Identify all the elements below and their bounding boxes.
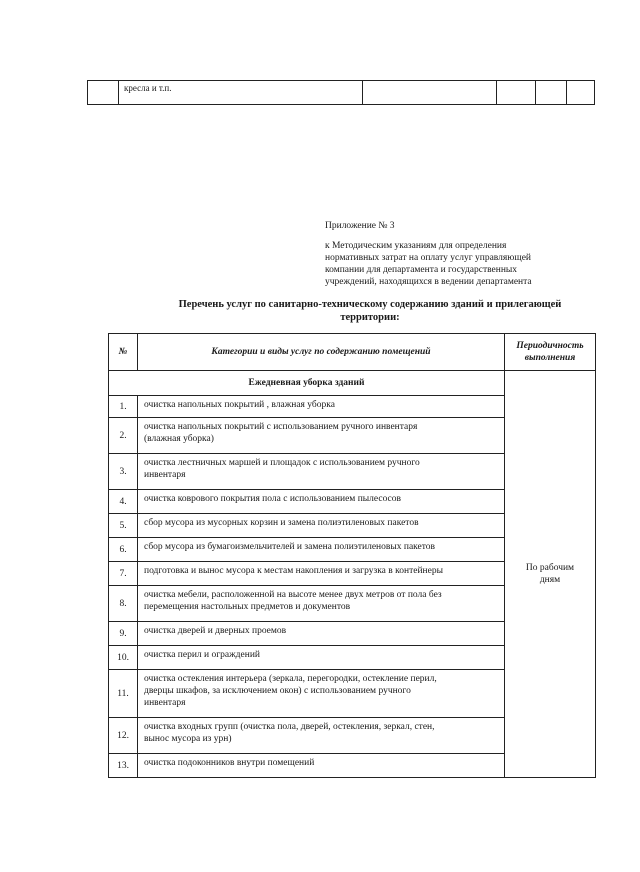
row-text	[138, 670, 505, 718]
services-table	[108, 333, 596, 778]
row-text-line: очистка напольных покрытий с использованием ручного инвентаря	[144, 422, 418, 432]
row-text	[138, 538, 505, 562]
row-text-line: сбор мусора из бумагоизмельчителей и замена полиэтиленовых пакетов	[144, 542, 436, 552]
row-text	[138, 622, 505, 646]
document-title-line: Перечень услуг по санитарно-техническому содержанию зданий и прилегающей	[178, 299, 562, 310]
row-number: 8.	[109, 586, 138, 622]
row-number: 13.	[109, 754, 138, 778]
row-number: 5.	[109, 514, 138, 538]
row-number: 6.	[109, 538, 138, 562]
row-text-line: инвентаря	[144, 698, 186, 708]
row-number: 4.	[109, 490, 138, 514]
appendix-title: Приложение № 3	[325, 221, 395, 231]
row-text-line: вынос мусора из урн)	[144, 734, 232, 744]
header-period	[505, 334, 596, 371]
row-number: 1.	[109, 396, 138, 418]
appendix-note-line: учреждений, находящихся в ведении департамента	[325, 277, 532, 287]
row-text	[138, 718, 505, 754]
period-value-line: По рабочим	[525, 563, 575, 573]
top-cell-text: кресла и т.п.	[119, 81, 363, 105]
header-num: №	[109, 334, 138, 371]
row-number: 12.	[109, 718, 138, 754]
section-heading: Ежедневная уборка зданий	[109, 371, 505, 396]
appendix-note	[325, 240, 595, 288]
row-text	[138, 490, 505, 514]
row-text	[138, 454, 505, 490]
top-cell-5	[536, 81, 567, 105]
row-text	[138, 754, 505, 778]
row-text	[138, 562, 505, 586]
row-text	[138, 514, 505, 538]
row-number: 3.	[109, 454, 138, 490]
section-row	[109, 371, 596, 396]
appendix-note-line: компании для департамента и государственных	[325, 265, 518, 275]
document-title-line: территории:	[340, 312, 400, 323]
header-category: Категории и виды услуг по содержанию помещений	[138, 334, 505, 371]
row-text-line: (влажная уборка)	[144, 434, 214, 444]
top-cell-num	[88, 81, 119, 105]
period-value-line: дням	[539, 575, 561, 585]
row-number: 11.	[109, 670, 138, 718]
row-text-line: сбор мусора из мусорных корзин и замена полиэтиленовых пакетов	[144, 518, 419, 528]
row-number: 10.	[109, 646, 138, 670]
continued-table-row	[87, 80, 595, 105]
top-cell-3	[363, 81, 497, 105]
row-text-line: дверцы шкафов, за исключением окон) с использованием ручного	[144, 686, 411, 696]
row-text-line: инвентаря	[144, 470, 186, 480]
row-text-line: перемещения настольных предметов и документов	[144, 602, 351, 612]
document-title	[150, 298, 590, 324]
row-text-line: очистка напольных покрытий , влажная уборка	[144, 400, 335, 410]
header-period-line: Периодичность	[516, 341, 584, 351]
row-number: 7.	[109, 562, 138, 586]
row-text	[138, 586, 505, 622]
table-header-row	[109, 334, 596, 371]
row-text	[138, 396, 505, 418]
row-text-line: очистка подоконников внутри помещений	[144, 758, 315, 768]
row-text-line: очистка коврового покрытия пола с использованием пылесосов	[144, 494, 402, 504]
row-text	[138, 646, 505, 670]
appendix-note-line: к Методическим указаниям для определения	[325, 241, 507, 251]
appendix-note-line: нормативных затрат на оплату услуг управляющей	[325, 253, 531, 263]
row-text-line: очистка дверей и дверных проемов	[144, 626, 287, 636]
row-text-line: очистка остекления интерьера (зеркала, перегородки, остекление перил,	[144, 674, 437, 684]
row-number: 9.	[109, 622, 138, 646]
row-text	[138, 418, 505, 454]
period-cell	[505, 371, 596, 778]
top-cell-6	[567, 81, 595, 105]
top-cell-4	[497, 81, 536, 105]
row-number: 2.	[109, 418, 138, 454]
row-text-line: очистка входных групп (очистка пола, дверей, остекления, зеркал, стен,	[144, 722, 435, 732]
row-text-line: очистка перил и ограждений	[144, 650, 260, 660]
row-text-line: очистка мебели, расположенной на высоте менее двух метров от пола без	[144, 590, 442, 600]
row-text-line: подготовка и вынос мусора к местам накопления и загрузка в контейнеры	[144, 566, 443, 576]
row-text-line: очистка лестничных маршей и площадок с использованием ручного	[144, 458, 420, 468]
header-period-line: выполнения	[524, 353, 576, 363]
